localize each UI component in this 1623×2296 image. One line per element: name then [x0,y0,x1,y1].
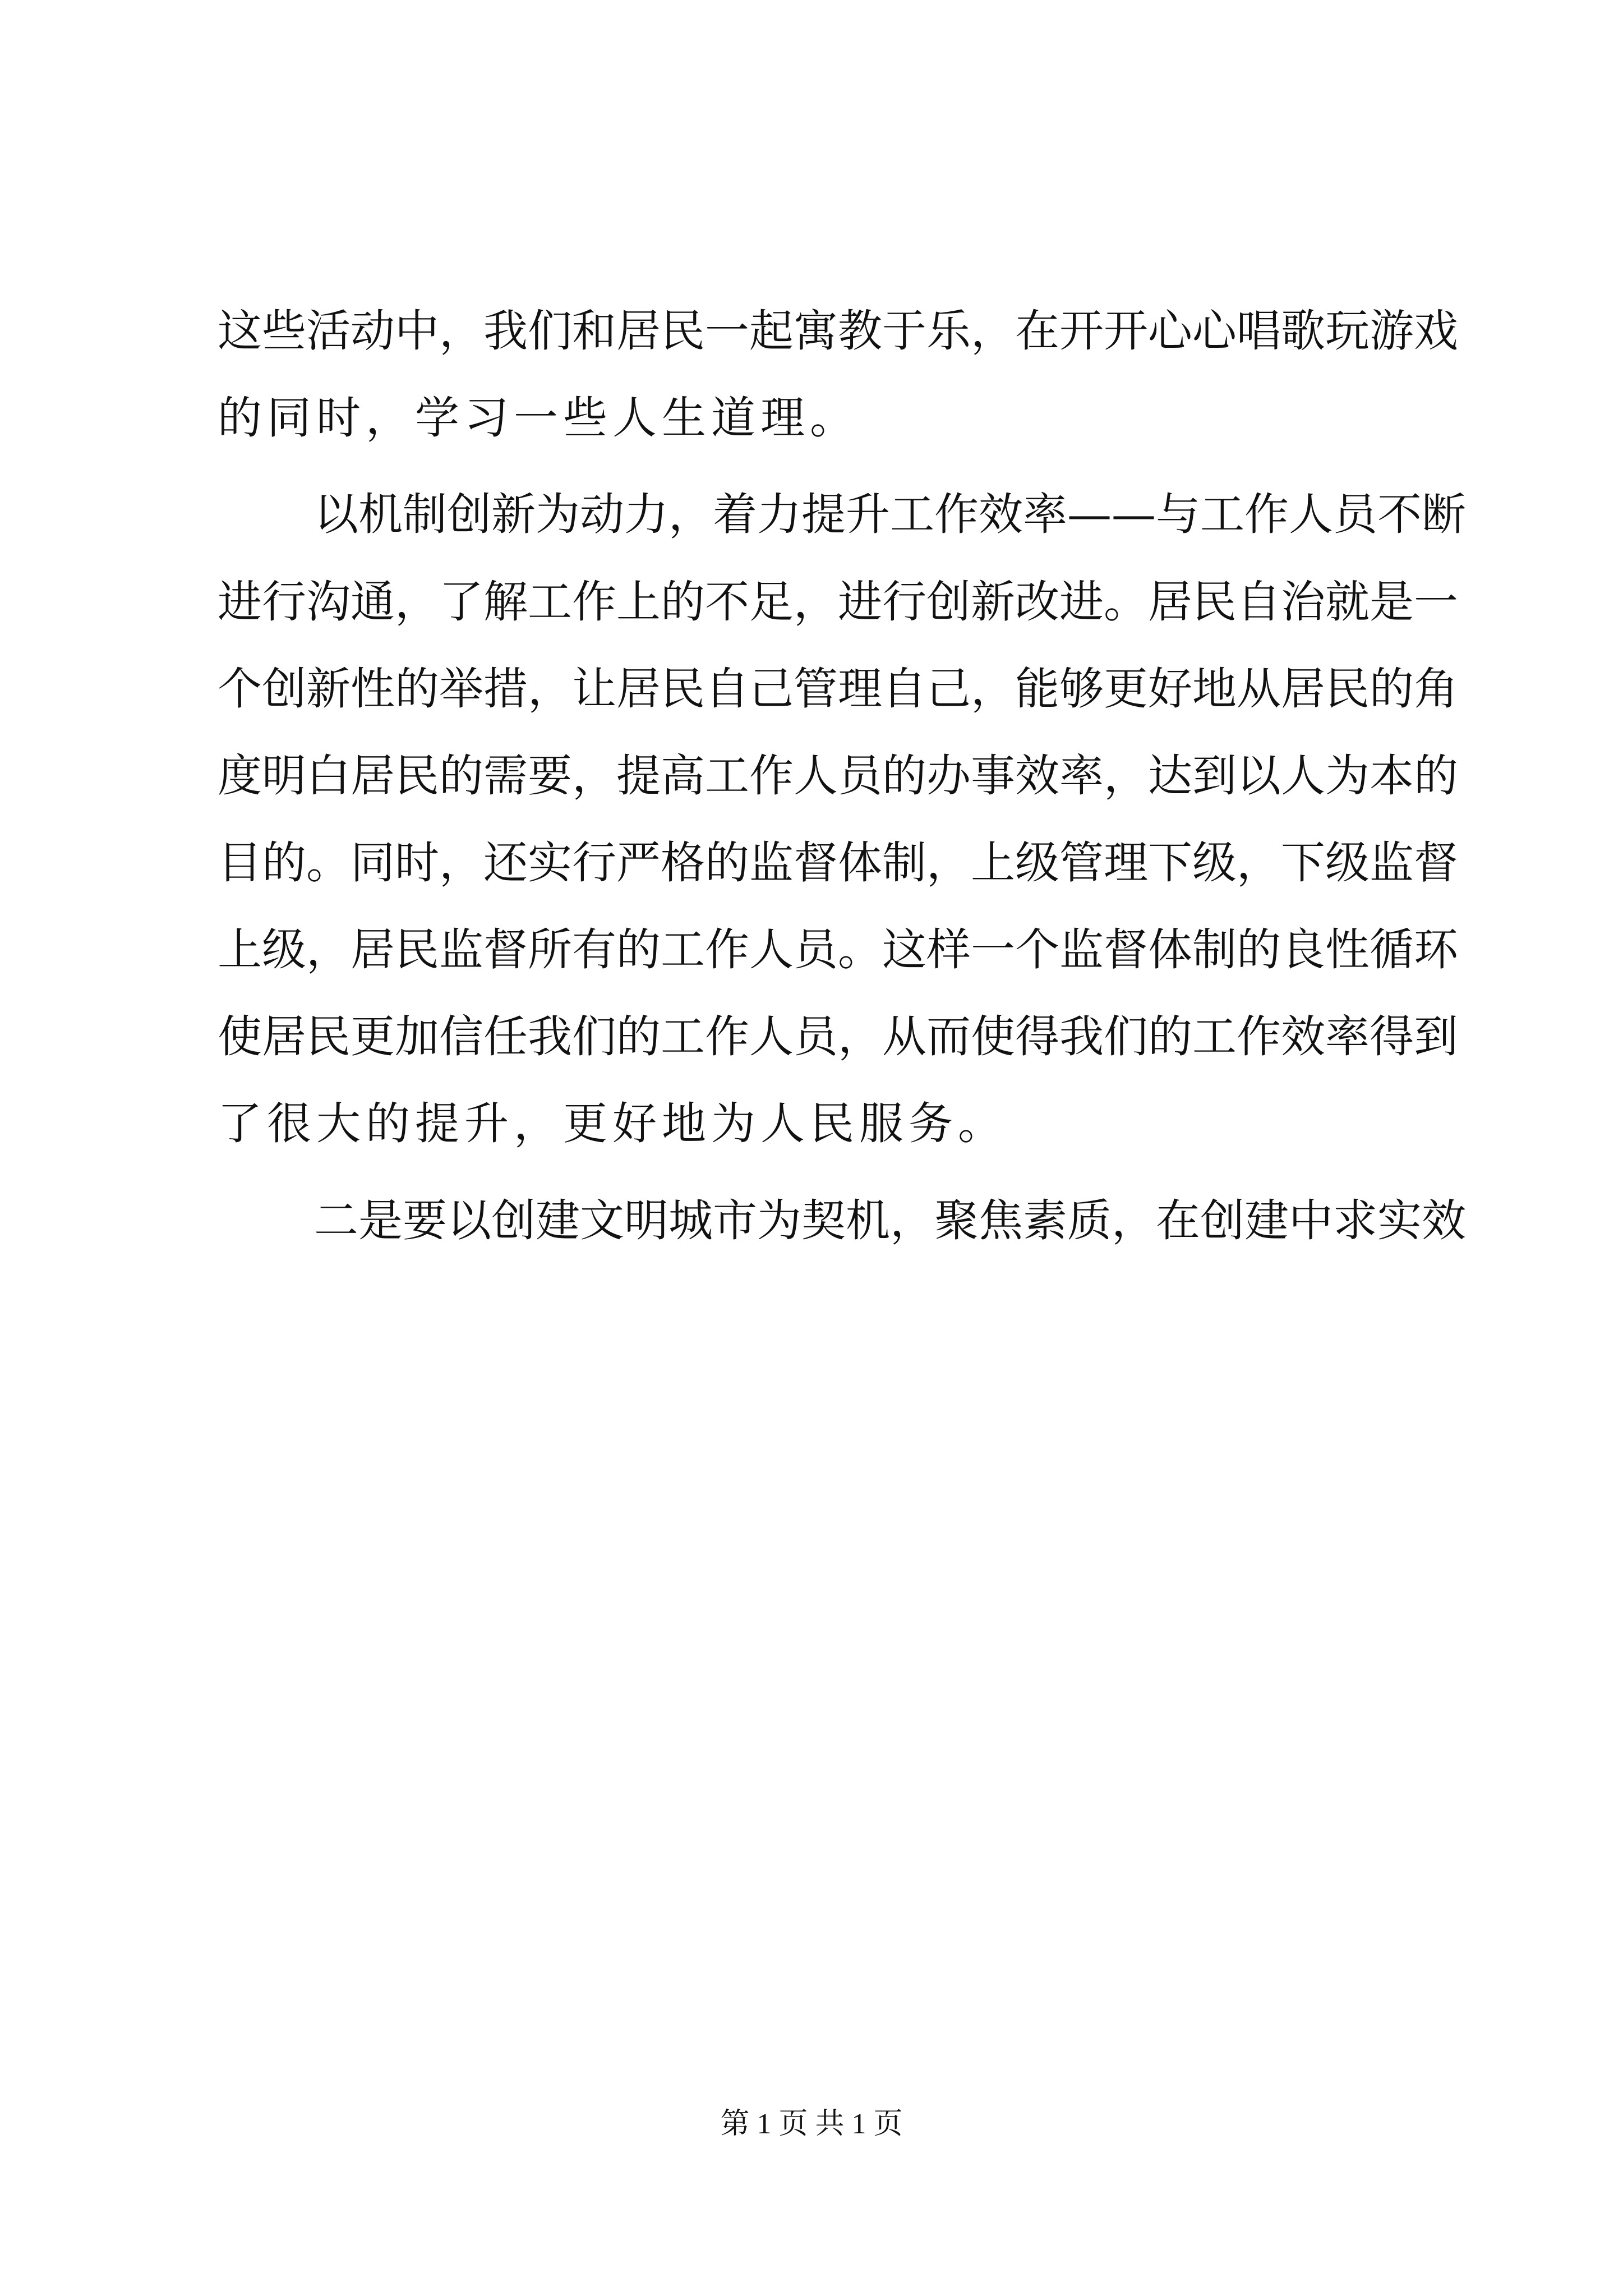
page-number-footer: 第 1 页 共 1 页 [720,2108,903,2140]
text-line: 这些活动中，我们和居民一起寓教于乐，在开开心心唱歌玩游戏 [218,305,1458,357]
text-line: 上级，居民监督所有的工作人员。这样一个监督体制的良性循环 [218,924,1458,976]
text-line: 以机制创新为动力，着力提升工作效率——与工作人员不断 [314,489,1466,540]
text-line: 的同时，学习一些人生道理。 [218,392,859,444]
text-line: 目的。同时，还实行严格的监督体制，上级管理下级，下级监督 [218,837,1458,889]
text-line: 进行沟通，了解工作上的不足，进行创新改进。居民自治就是一 [218,576,1458,628]
text-line: 二是要以创建文明城市为契机，聚焦素质，在创建中求实效 [314,1195,1466,1246]
text-line: 使居民更加信任我们的工作人员，从而使得我们的工作效率得到 [218,1011,1458,1062]
text-line: 了很大的提升，更好地为人民服务。 [218,1098,1007,1149]
text-line: 度明白居民的需要，提高工作人员的办事效率，达到以人为本的 [218,750,1458,802]
text-line: 个创新性的举措，让居民自己管理自己，能够更好地从居民的角 [218,663,1458,715]
